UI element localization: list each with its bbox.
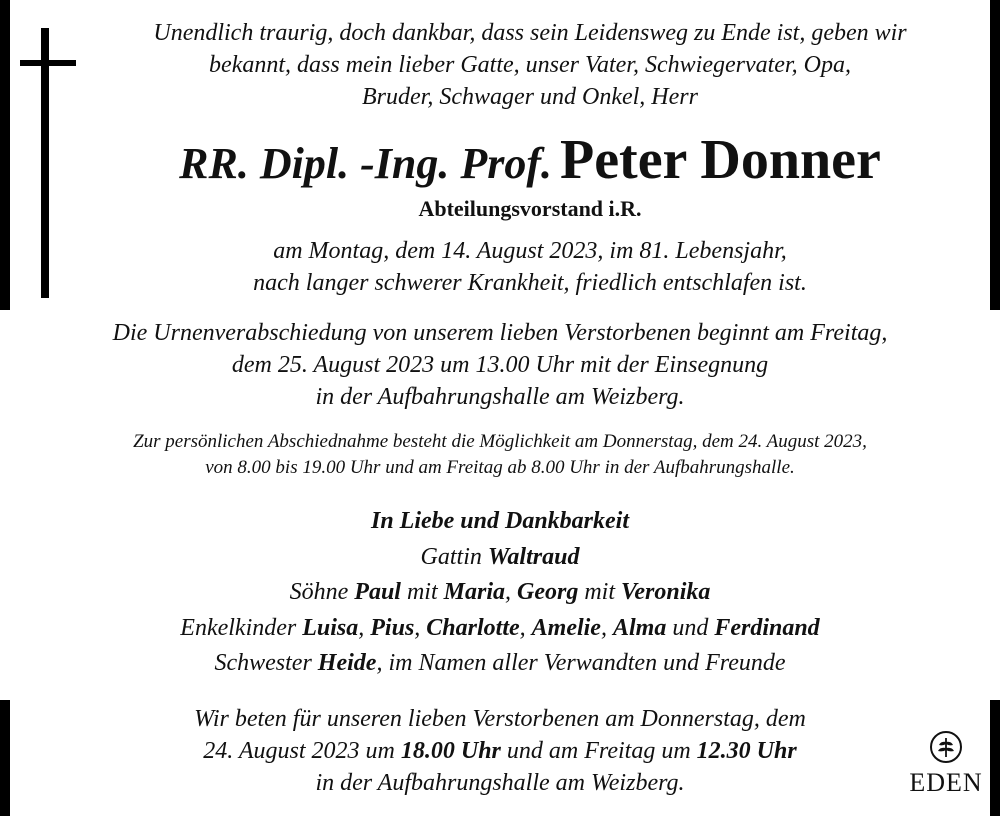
position-title: Abteilungsvorstand i.R. [418,196,642,221]
eden-logo [902,730,990,805]
farewell-line-1: Die Urnenverabschiedung von unserem lieben Verstorbenen beginnt am Freitag, [112,320,888,346]
intro-line-2: bekannt, dass mein lieber Gatte, unser Vater, Schwiegervater, Opa, [209,52,851,78]
name-prefix: RR. Dipl. -Ing. Prof. [179,139,552,188]
prayer-line-2: 24. August 2023 um 18.00 Uhr und am Freitag um 12.30 Uhr [203,738,797,764]
death-line-2: nach langer schwerer Krankheit, friedlich entschlafen ist. [253,270,807,296]
frame-bar-top-left [0,0,10,310]
leaf-emblem-icon [929,730,963,764]
farewell-line-3: in der Aufbahrungshalle am Weizberg. [315,384,685,410]
viewing-line-2: von 8.00 bis 19.00 Uhr und am Freitag ab 8.00 Uhr in der Aufbahrungshalle. [205,457,795,478]
name-main: Peter Donner [559,129,881,191]
logo-text: EDEN [909,768,983,797]
prayer-line-1: Wir beten für unseren lieben Verstorbenen am Donnerstag, dem [194,706,806,732]
intro-line-1: Unendlich traurig, doch dankbar, dass sein Leidensweg zu Ende ist, geben wir [153,20,907,46]
farewell-line-2: dem 25. August 2023 um 13.00 Uhr mit der Einsegnung [231,352,769,378]
mourners-grandchildren: Enkelkinder Luisa, Pius, Charlotte, Amelie, Alma und Ferdinand [180,615,820,641]
mourners-heading: In Liebe und Dankbarkeit [370,508,630,534]
intro-line-3: Bruder, Schwager und Onkel, Herr [362,84,698,110]
prayer-line-3: in der Aufbahrungshalle am Weizberg. [315,770,685,796]
mourners-sister: Schwester Heide, im Namen aller Verwandten und Freunde [214,650,786,676]
death-line-1: am Montag, dem 14. August 2023, im 81. Lebensjahr, [273,238,787,264]
mourners-wife: Gattin Waltraud [420,544,580,570]
viewing-line-1: Zur persönlichen Abschiednahme besteht die Möglichkeit am Donnerstag, dem 24. August 2023, [133,431,867,452]
mourners-sons: Söhne Paul mit Maria, Georg mit Veronika [289,579,711,605]
